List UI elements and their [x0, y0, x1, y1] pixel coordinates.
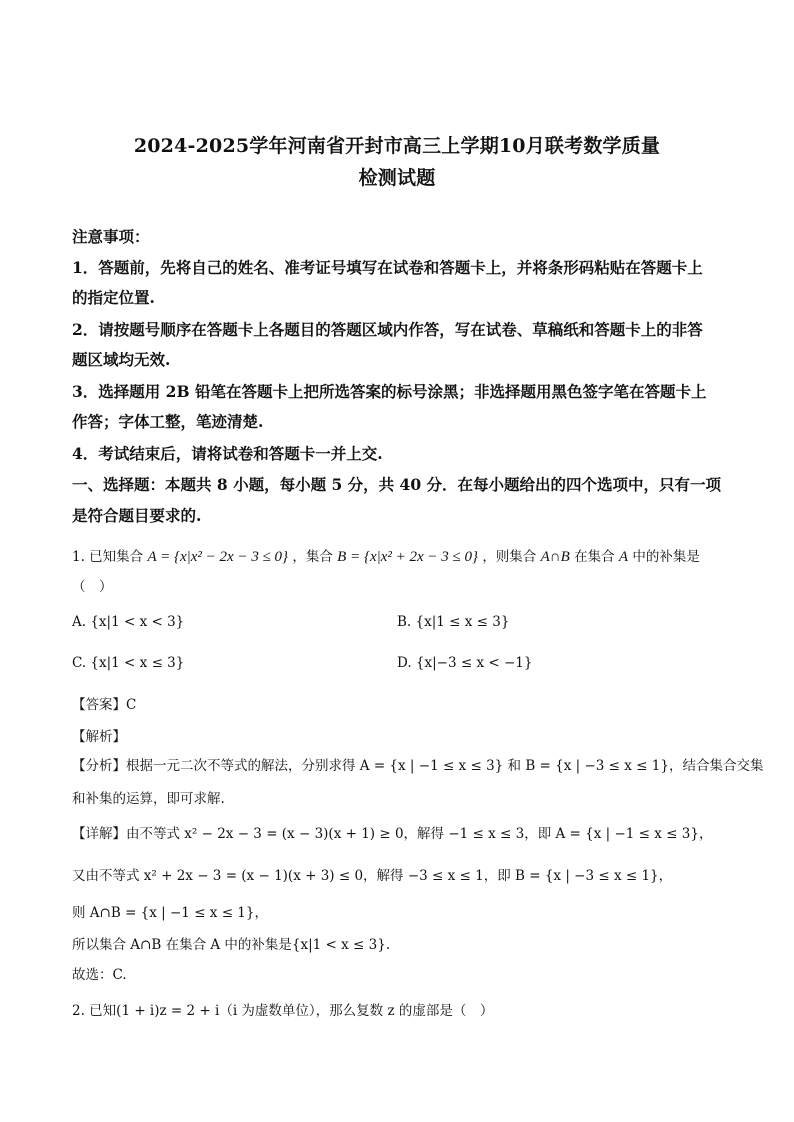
document-title-line-2: 检测试题: [358, 167, 436, 189]
section-heading-line-1: 一、选择题：本题共 8 小题，每小题 5 分，共 40 分．在每小题给出的四个选项中，只有一项: [72, 475, 722, 494]
question-2-stem: 2. 已知(1 + i)z = 2 + i（i 为虚数单位），那么复数 z 的虚部是（ ）: [72, 1003, 494, 1019]
answer-label: 【答案】C: [72, 697, 137, 713]
choice-conclusion: 故选：C.: [72, 967, 127, 983]
question-1-stem: 1. 已知集合 A = {x|x² − 2x − 3 ≤ 0} ，集合 B = {x|x² + 2x − 3 ≤ 0} ，则集合 A∩B 在集合 A 中的补集是: [72, 549, 700, 565]
set-b-expression: B = {x|x² + 2x − 3 ≤ 0}: [337, 549, 479, 565]
document-title-line-1: 2024-2025学年河南省开封市高三上学期10月联考数学质量: [133, 135, 661, 157]
notice-line-3: 2．请按题号顺序在答题卡上各题目的答题区域内作答，写在试卷、草稿纸和答题卡上的非答: [72, 320, 703, 339]
question-1-answer-paren: （ ）: [72, 579, 113, 595]
option-b: B. {x|1 ≤ x ≤ 3}: [397, 614, 510, 630]
detail-line-4: 所以集合 A∩B 在集合 A 中的补集是{x|1 < x ≤ 3}.: [72, 937, 391, 953]
notice-line-6: 作答；字体工整，笔迹清楚.: [72, 412, 264, 431]
analysis-fenxi-line-1: 【分析】根据一元二次不等式的解法，分别求得 A = {x | −1 ≤ x ≤ 3} 和 B = {x | −3 ≤ x ≤ 1}，结合集合交集: [72, 758, 764, 774]
notice-line-7: 4．考试结束后，请将试卷和答题卡一并上交.: [72, 444, 383, 463]
notice-heading: 注意事项：: [72, 227, 150, 246]
detail-line-2: 又由不等式 x² + 2x − 3 = (x − 1)(x + 3) ≤ 0，解得 −3 ≤ x ≤ 1，即 B = {x | −3 ≤ x ≤ 1}，: [72, 868, 673, 884]
analysis-heading: 【解析】: [72, 729, 126, 745]
notice-line-1: 1．答题前，先将自己的姓名、准考证号填写在试卷和答题卡上，并将条形码粘贴在答题卡上: [72, 258, 703, 277]
set-a-expression: A = {x|x² − 2x − 3 ≤ 0}: [147, 549, 289, 565]
notice-line-5: 3．选择题用 2B 铅笔在答题卡上把所选答案的标号涂黑；非选择题用黑色签字笔在答题卡上: [72, 382, 707, 401]
detail-line-3: 则 A∩B = {x | −1 ≤ x ≤ 1}，: [72, 905, 268, 921]
option-d: D. {x|−3 ≤ x < −1}: [397, 655, 533, 671]
analysis-fenxi-line-2: 和补集的运算，即可求解.: [72, 791, 225, 807]
option-a: A. {x|1 < x < 3}: [72, 614, 185, 630]
notice-line-4: 题区域均无效.: [72, 350, 171, 369]
detail-line-1: 【详解】由不等式 x² − 2x − 3 = (x − 3)(x + 1) ≥ 0，解得 −1 ≤ x ≤ 3，即 A = {x | −1 ≤ x ≤ 3}，: [72, 826, 713, 842]
option-c: C. {x|1 < x ≤ 3}: [72, 655, 185, 671]
notice-line-2: 的指定位置.: [72, 288, 155, 307]
section-heading-line-2: 是符合题目要求的.: [72, 506, 202, 525]
